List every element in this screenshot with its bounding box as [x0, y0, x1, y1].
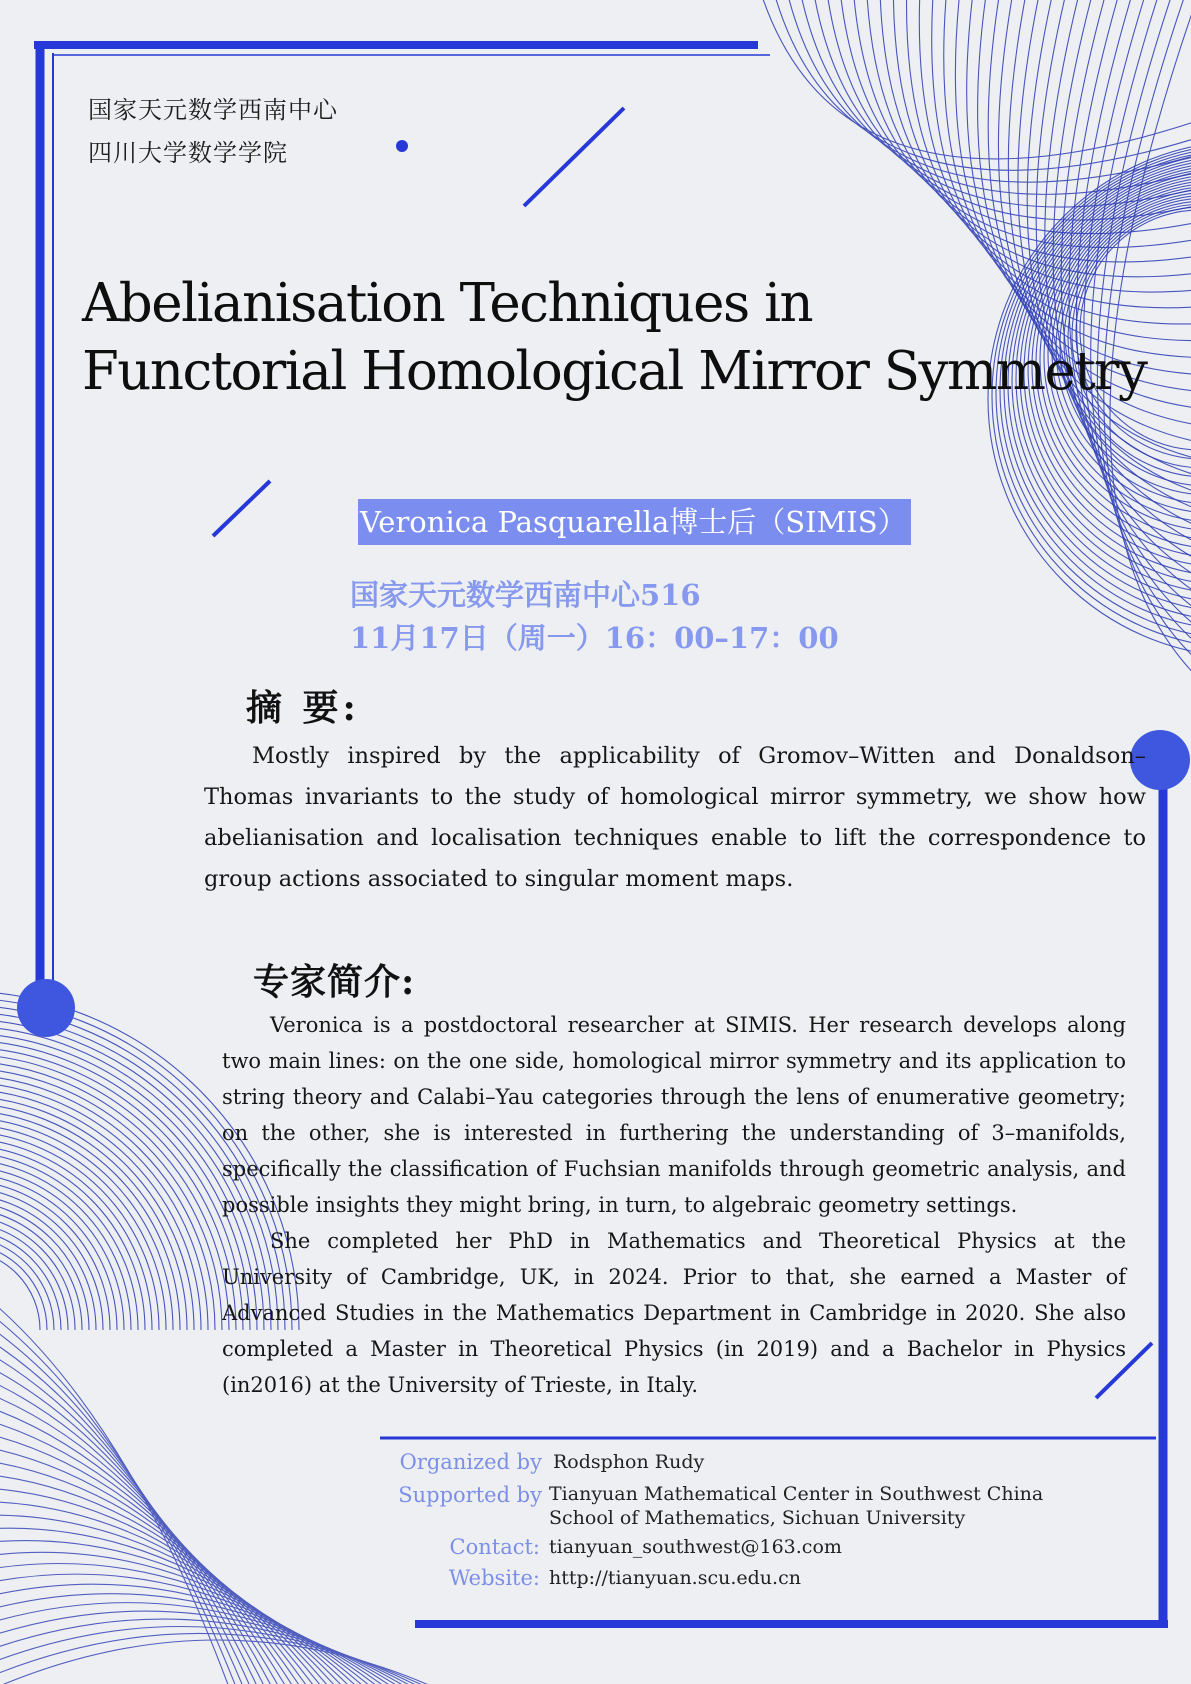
organizer-line-2: 四川大学数学学院: [88, 139, 288, 167]
decorative-curve: [1077, 0, 1191, 595]
contact-label: Contact:: [449, 1535, 540, 1559]
decorative-curve: [1027, 0, 1191, 493]
decorative-curve: [800, 0, 1191, 194]
supported-by-value-1: Tianyuan Mathematical Center in Southwest China: [549, 1483, 1044, 1505]
organizer-line-1: 国家天元数学西南中心: [88, 96, 338, 124]
decorative-curve: [760, 0, 1191, 159]
website-label: Website:: [448, 1566, 540, 1590]
decorative-curve: [0, 1381, 273, 1684]
venue-time: 11月17日（周一）16：00–17：00: [350, 621, 839, 655]
speaker-band: Veronica Pasquarella博士后（SIMIS）: [358, 499, 911, 545]
abstract-text: [204, 736, 1146, 900]
abstract-heading: 摘 要:: [246, 687, 360, 729]
talk-title-line-1: Abelianisation Techniques in: [82, 273, 813, 334]
decorative-curve: [0, 1340, 252, 1684]
decorative-curve: [0, 1103, 187, 1330]
decorative-curve: [0, 1448, 310, 1684]
decorative-curve: [0, 1611, 411, 1684]
decorative-curve: [1076, 207, 1191, 459]
talk-title-line-2: Functorial Homological Mirror Symmetry: [82, 341, 1147, 402]
decorative-curve: [0, 1626, 426, 1684]
decorative-curve: [0, 1633, 433, 1684]
bio-paragraph-1: Veronica is a postdoctoral researcher at SIMIS. Her research develops along two main lines: on the one side, homological mirror symmetry and its application to string theory and Calabi–Yau categories through the lens of enumerative geometry; on the other, she is interested in furthering the understanding of 3–manifolds, specifically the classification of Fuchsian manifolds through geometric analysis, and possible insights they might bring, in turn, to algebraic geometry settings.: [222, 1013, 1126, 1217]
organized-by-value: Rodsphon Rudy: [553, 1451, 705, 1473]
decorative-curve: [0, 1434, 302, 1684]
decorative-curve: [0, 1222, 68, 1330]
website-link[interactable]: http://tianyuan.scu.edu.cn: [549, 1567, 801, 1589]
bio-paragraph-2: She completed her PhD in Mathematics and Theoretical Physics at the University of Cambridge, UK, in 2024. Prior to that, she earned a Master of Advanced Studies in the Mathematics Department in Cambridge in 2020. She also completed a Master in Theoretical Physics (in 2019) and a Bachelor in Physics (in2016) at the University of Trieste, in Italy.: [222, 1229, 1126, 1397]
decorative-curve: [0, 1313, 237, 1684]
decorative-curve: [0, 1475, 324, 1684]
diagonal-accent-1: [524, 108, 624, 206]
dot-top: [396, 140, 408, 152]
diagonal-accent-2: [213, 481, 270, 536]
supported-by-value-2: School of Mathematics, Sichuan University: [549, 1507, 966, 1529]
bio-text: [222, 1007, 1126, 1403]
venue-location: 国家天元数学西南中心516: [350, 578, 701, 612]
bio-heading: 专家简介:: [253, 961, 416, 1003]
organized-by-label: Organized by: [399, 1450, 542, 1474]
decorative-curve: [0, 1564, 375, 1684]
decorative-curve: [0, 1408, 288, 1684]
decorative-curve: [853, 0, 1191, 248]
decorative-curve: [867, 0, 1191, 262]
decorative-curve: [0, 1574, 382, 1684]
decorative-curve: [0, 1117, 173, 1330]
abstract-paragraph: Mostly inspired by the applicability of Gromov–Witten and Donaldson–Thomas invariants to the study of homological mirror symmetry, we show how abelianisation and localisation techniques enable to lift the correspondence to group actions associated to singular moment maps.: [204, 743, 1146, 892]
supported-by-label: Supported by: [398, 1483, 542, 1507]
decorative-curve: [0, 1515, 346, 1684]
decorative-curve: [0, 1243, 47, 1330]
contact-email[interactable]: tianyuan_southwest@163.com: [549, 1536, 842, 1558]
circle-left: [17, 979, 75, 1037]
